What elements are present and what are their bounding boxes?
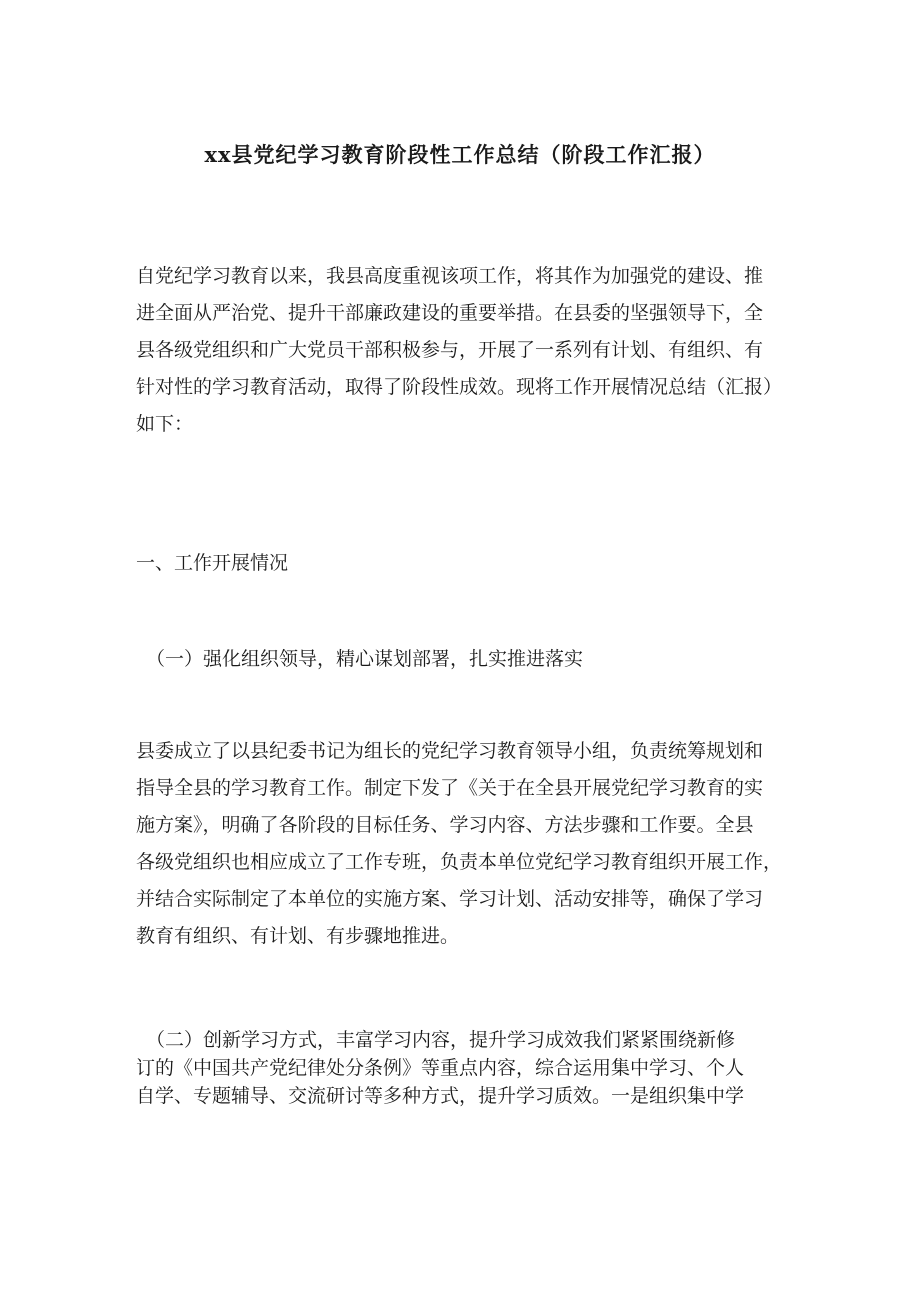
paragraph-line: 指导全县的学习教育工作。制定下发了《关于在全县开展党纪学习教育的实 [136,777,764,799]
subsection-2-paragraph [136,1026,806,1110]
intro-line: 如下： [136,413,194,435]
paragraph-line: 自学、专题辅导、交流研讨等多种方式，提升学习质效。一是组织集中学 [136,1085,745,1107]
intro-line: 针对性的学习教育活动，取得了阶段性成效。现将工作开展情况总结（汇报） [136,376,783,398]
paragraph-line: 订的《中国共产党纪律处分条例》等重点内容，综合运用集中学习、个人 [136,1057,745,1079]
paragraph-line: （二）创新学习方式，丰富学习内容，提升学习成效我们紧紧围绕新修 [146,1029,736,1051]
intro-line: 自党纪学习教育以来，我县高度重视该项工作，将其作为加强党的建设、推 [136,265,764,287]
paragraph-line: 各级党组织也相应成立了工作专班，负责本单位党纪学习教育组织开展工作， [136,851,783,873]
paragraph-line: 施方案》，明确了各阶段的目标任务、学习内容、方法步骤和工作要。全县 [136,814,754,836]
paragraph-line: 县委成立了以县纪委书记为组长的党纪学习教育领导小组，负责统筹规划和 [136,740,764,762]
subsection-heading [146,641,806,678]
document-title: xx县党纪学习教育阶段性工作总结（阶段工作汇报） [204,142,716,167]
section-heading [136,545,796,582]
intro-line: 县各级党组织和广大党员干部积极参与，开展了一系列有计划、有组织、有 [136,339,764,361]
intro-line: 进全面从严治党、提升干部廉政建设的重要举措。在县委的坚强领导下，全 [136,302,764,324]
paragraph-line: 并结合实际制定了本单位的实施方案、学习计划、活动安排等，确保了学习 [136,888,764,910]
section-heading-text: 一、工作开展情况 [136,552,289,574]
intro-paragraph [136,258,796,443]
subsection-paragraph [136,733,796,955]
paragraph-line: 教育有组织、有计划、有步骤地推进。 [136,925,460,947]
subsection-heading-text: （一）强化组织领导，精心谋划部署，扎实推进落实 [146,648,584,670]
